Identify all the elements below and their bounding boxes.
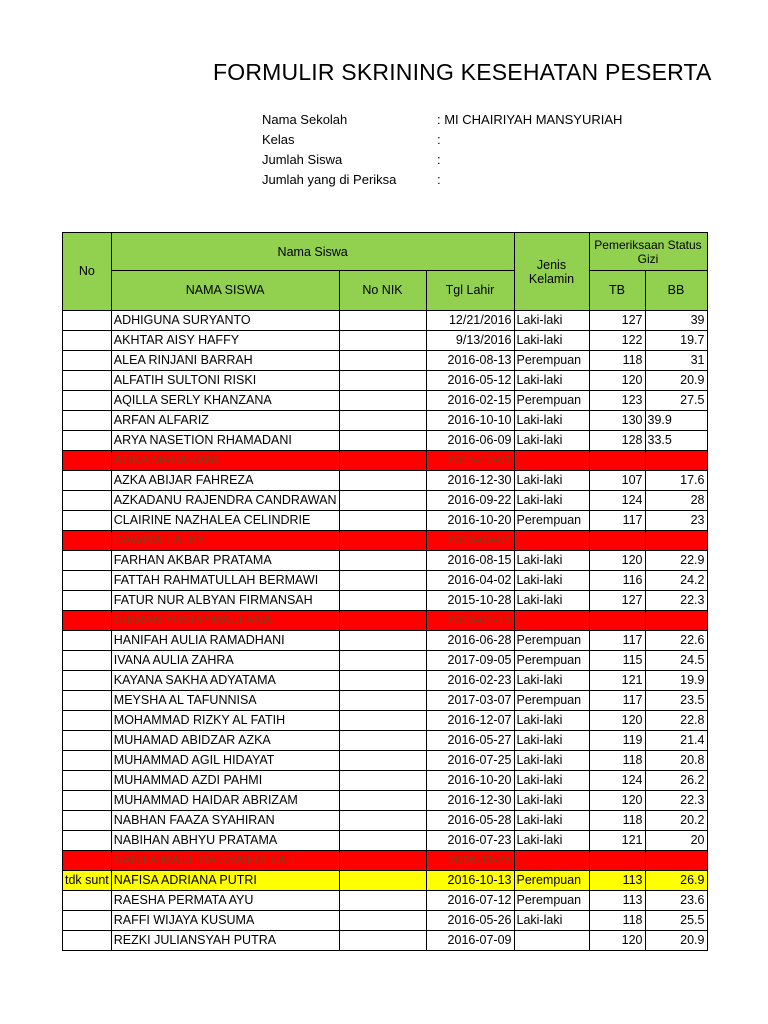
cell-sex: Laki-laki: [514, 791, 589, 811]
info-value: :: [437, 172, 441, 187]
cell-bb: 19.9: [645, 671, 707, 691]
cell-sex: Laki-laki: [514, 731, 589, 751]
cell-nik: [339, 331, 426, 351]
cell-tb: 118: [589, 911, 645, 931]
table-row: [63, 751, 708, 771]
cell-sex: [514, 611, 589, 631]
cell-tb: 121: [589, 831, 645, 851]
header-no: No: [63, 233, 112, 311]
cell-no: [63, 751, 112, 771]
cell-dob: 2016-04-15: [426, 611, 514, 631]
cell-bb: 22.6: [645, 631, 707, 651]
cell-name: GIBRAN YUSUP MAULANA: [111, 611, 339, 631]
form-title: FORMULIR SKRINING KESEHATAN PESERTA: [213, 59, 712, 85]
cell-bb: 26.9: [645, 871, 707, 891]
cell-sex: Perempuan: [514, 511, 589, 531]
cell-tb: 107: [589, 471, 645, 491]
cell-nik: [339, 491, 426, 511]
cell-nik: [339, 531, 426, 551]
cell-nik: [339, 871, 426, 891]
cell-bb: 20: [645, 831, 707, 851]
cell-sex: Perempuan: [514, 631, 589, 651]
cell-no: [63, 791, 112, 811]
table-row: [63, 831, 708, 851]
cell-nik: [339, 751, 426, 771]
cell-nik: [339, 811, 426, 831]
cell-tb: 118: [589, 351, 645, 371]
cell-tb: 128: [589, 431, 645, 451]
table-row: [63, 891, 708, 911]
cell-name: RAFFI WIJAYA KUSUMA: [111, 911, 339, 931]
cell-no: [63, 831, 112, 851]
table-row: [63, 331, 708, 351]
cell-dob: 2016-07-23: [426, 831, 514, 851]
cell-tb: [589, 851, 645, 871]
cell-no: [63, 471, 112, 491]
cell-no: [63, 811, 112, 831]
cell-nik: [339, 471, 426, 491]
cell-dob: 12/21/2016: [426, 311, 514, 331]
cell-bb: 24.2: [645, 571, 707, 591]
table-row: [63, 691, 708, 711]
cell-name: AQILLA SERLY KHANZANA: [111, 391, 339, 411]
table-row: [63, 431, 708, 451]
cell-name: FATTAH RAHMATULLAH BERMAWI: [111, 571, 339, 591]
cell-tb: 127: [589, 591, 645, 611]
cell-no: [63, 431, 112, 451]
cell-no: [63, 491, 112, 511]
cell-name: ARFAN ALFARIZ: [111, 411, 339, 431]
table-row: [63, 871, 708, 891]
cell-name: NABHAN FAAZA SYAHIRAN: [111, 811, 339, 831]
cell-nik: [339, 551, 426, 571]
cell-sex: Laki-laki: [514, 551, 589, 571]
cell-no: [63, 851, 112, 871]
cell-no: [63, 551, 112, 571]
cell-nik: [339, 571, 426, 591]
cell-sex: Laki-laki: [514, 311, 589, 331]
table-row: [63, 371, 708, 391]
cell-bb: 39: [645, 311, 707, 331]
cell-nik: [339, 691, 426, 711]
cell-nik: [339, 351, 426, 371]
table-row: [63, 931, 708, 951]
cell-dob: 2016-10-20: [426, 771, 514, 791]
student-table: [62, 232, 708, 951]
cell-nik: [339, 651, 426, 671]
table-row: [63, 731, 708, 751]
cell-name: CLAIRINE NAZHALEA CELINDRIE: [111, 511, 339, 531]
cell-sex: Laki-laki: [514, 331, 589, 351]
cell-nik: [339, 391, 426, 411]
table-row: [63, 911, 708, 931]
cell-tb: 117: [589, 511, 645, 531]
cell-no: [63, 571, 112, 591]
cell-name: ALFATIH SULTONI RISKI: [111, 371, 339, 391]
cell-name: FATUR NUR ALBYAN FIRMANSAH: [111, 591, 339, 611]
cell-name: MUHAMMAD HAIDAR ABRIZAM: [111, 791, 339, 811]
header-nama-siswa-group: Nama Siswa: [111, 233, 514, 271]
cell-name: AKHTAR AISY HAFFY: [111, 331, 339, 351]
cell-dob: 2016-10-20: [426, 511, 514, 531]
cell-name: RAESHA PERMATA AYU: [111, 891, 339, 911]
cell-tb: [589, 451, 645, 471]
table-row: [63, 411, 708, 431]
info-label: Kelas: [262, 132, 295, 147]
cell-bb: 27.5: [645, 391, 707, 411]
cell-no: [63, 511, 112, 531]
cell-sex: Perempuan: [514, 391, 589, 411]
cell-bb: 23.6: [645, 891, 707, 911]
cell-tb: 119: [589, 731, 645, 751]
cell-no: [63, 591, 112, 611]
cell-nik: [339, 411, 426, 431]
cell-no: [63, 411, 112, 431]
cell-bb: 22.8: [645, 711, 707, 731]
table-row: [63, 531, 708, 551]
cell-name: KAYANA SAKHA ADYATAMA: [111, 671, 339, 691]
cell-dob: 2016-08-13: [426, 351, 514, 371]
cell-bb: [645, 851, 707, 871]
cell-sex: Laki-laki: [514, 411, 589, 431]
cell-dob: 2016-05-28: [426, 811, 514, 831]
cell-dob: 2016-07-25: [426, 751, 514, 771]
cell-no: [63, 771, 112, 791]
cell-dob: 2016-08-15: [426, 551, 514, 571]
cell-no: [63, 691, 112, 711]
cell-bb: [645, 611, 707, 631]
cell-sex: Laki-laki: [514, 591, 589, 611]
cell-dob: 2016-02-23: [426, 671, 514, 691]
cell-sex: Laki-laki: [514, 831, 589, 851]
cell-name: ATIKA MAHARANI: [111, 451, 339, 471]
cell-dob: 2017-09-05: [426, 651, 514, 671]
cell-tb: 127: [589, 311, 645, 331]
cell-nik: [339, 311, 426, 331]
cell-name: FARHAN AKBAR PRATAMA: [111, 551, 339, 571]
cell-dob: 2016-06-09: [426, 431, 514, 451]
cell-nik: [339, 371, 426, 391]
header-pemeriksaan: Pemeriksaan Status Gizi: [589, 233, 707, 271]
cell-bb: 26.2: [645, 771, 707, 791]
cell-no: [63, 311, 112, 331]
info-label: Jumlah Siswa: [262, 152, 343, 167]
cell-name: DAWIYAH ALBY: [111, 531, 339, 551]
cell-tb: 124: [589, 771, 645, 791]
cell-dob: 2017-03-07: [426, 691, 514, 711]
info-label: Jumlah yang di Periksa: [262, 172, 397, 187]
cell-name: AZKADANU RAJENDRA CANDRAWAN: [111, 491, 339, 511]
cell-bb: 22.3: [645, 791, 707, 811]
cell-tb: 122: [589, 331, 645, 351]
cell-sex: Perempuan: [514, 891, 589, 911]
table-row: [63, 571, 708, 591]
cell-name: NABILA MAULIDA SYAIFULLAH: [111, 851, 339, 871]
cell-nik: [339, 731, 426, 751]
cell-tb: 113: [589, 891, 645, 911]
cell-name: NABIHAN ABHYU PRATAMA: [111, 831, 339, 851]
cell-dob: 2016-02-15: [426, 391, 514, 411]
header-tb: TB: [589, 271, 645, 311]
cell-nik: [339, 831, 426, 851]
cell-bb: 28: [645, 491, 707, 511]
cell-tb: 116: [589, 571, 645, 591]
cell-tb: [589, 531, 645, 551]
cell-name: MUHAMMAD AZDI PAHMI: [111, 771, 339, 791]
info-value: :: [437, 132, 441, 147]
cell-tb: 117: [589, 631, 645, 651]
cell-name: MEYSHA AL TAFUNNISA: [111, 691, 339, 711]
cell-sex: Laki-laki: [514, 431, 589, 451]
cell-sex: Perempuan: [514, 691, 589, 711]
cell-tb: 120: [589, 711, 645, 731]
cell-no: [63, 731, 112, 751]
cell-no: [63, 351, 112, 371]
cell-tb: 120: [589, 551, 645, 571]
cell-name: AZKA ABIJAR FAHREZA: [111, 471, 339, 491]
cell-nik: [339, 931, 426, 951]
cell-name: NAFISA ADRIANA PUTRI: [111, 871, 339, 891]
cell-nik: [339, 911, 426, 931]
cell-dob: 2016-11-25: [426, 851, 514, 871]
cell-sex: Laki-laki: [514, 671, 589, 691]
cell-name: ALEA RINJANI BARRAH: [111, 351, 339, 371]
cell-nik: [339, 451, 426, 471]
info-label: Nama Sekolah: [262, 112, 348, 127]
table-row: [63, 551, 708, 571]
cell-dob: 2015-10-28: [426, 591, 514, 611]
cell-no: [63, 631, 112, 651]
cell-bb: 25.5: [645, 911, 707, 931]
cell-no: [63, 451, 112, 471]
cell-nik: [339, 611, 426, 631]
cell-bb: 39.9: [645, 411, 707, 431]
cell-bb: 19.7: [645, 331, 707, 351]
cell-sex: Laki-laki: [514, 751, 589, 771]
cell-dob: 2016-05-26: [426, 911, 514, 931]
cell-nik: [339, 511, 426, 531]
cell-nik: [339, 631, 426, 651]
table-row: [63, 651, 708, 671]
cell-sex: [514, 851, 589, 871]
cell-name: REZKI JULIANSYAH PUTRA: [111, 931, 339, 951]
cell-dob: 2015-12-01: [426, 451, 514, 471]
cell-bb: 22.9: [645, 551, 707, 571]
cell-tb: 120: [589, 791, 645, 811]
cell-tb: 118: [589, 751, 645, 771]
cell-nik: [339, 791, 426, 811]
cell-sex: Laki-laki: [514, 371, 589, 391]
cell-dob: 9/13/2016: [426, 331, 514, 351]
cell-sex: Laki-laki: [514, 771, 589, 791]
header-jenis-kelamin: Jenis Kelamin: [514, 233, 589, 311]
cell-no: [63, 531, 112, 551]
table-row: [63, 791, 708, 811]
cell-dob: 2016-06-28: [426, 631, 514, 651]
cell-bb: 17.6: [645, 471, 707, 491]
cell-no: [63, 671, 112, 691]
cell-no: [63, 891, 112, 911]
table-row: [63, 511, 708, 531]
cell-bb: [645, 451, 707, 471]
cell-name: ARYA NASETION RHAMADANI: [111, 431, 339, 451]
cell-no: [63, 711, 112, 731]
cell-no: [63, 611, 112, 631]
cell-bb: 20.9: [645, 931, 707, 951]
cell-bb: 20.2: [645, 811, 707, 831]
cell-name: IVANA AULIA ZAHRA: [111, 651, 339, 671]
cell-no: [63, 911, 112, 931]
cell-sex: Laki-laki: [514, 471, 589, 491]
cell-bb: 20.8: [645, 751, 707, 771]
cell-bb: [645, 531, 707, 551]
cell-nik: [339, 771, 426, 791]
header-nik: No NIK: [339, 271, 426, 311]
cell-tb: 115: [589, 651, 645, 671]
cell-dob: 2016-05-12: [426, 371, 514, 391]
cell-tb: 124: [589, 491, 645, 511]
cell-dob: 2016-09-22: [426, 491, 514, 511]
cell-sex: [514, 931, 589, 951]
cell-bb: 21.4: [645, 731, 707, 751]
cell-sex: Perempuan: [514, 651, 589, 671]
table-row: [63, 351, 708, 371]
cell-nik: [339, 711, 426, 731]
cell-bb: 22.3: [645, 591, 707, 611]
cell-tb: [589, 611, 645, 631]
cell-dob: 2016-12-30: [426, 471, 514, 491]
cell-no: [63, 371, 112, 391]
header-tgl-lahir: Tgl Lahir: [426, 271, 514, 311]
table-row: [63, 391, 708, 411]
cell-bb: 20.9: [645, 371, 707, 391]
table-row: [63, 311, 708, 331]
cell-dob: 2016-05-27: [426, 731, 514, 751]
table-row: [63, 631, 708, 651]
table-row: [63, 851, 708, 871]
cell-nik: [339, 851, 426, 871]
cell-no: [63, 651, 112, 671]
info-value: :: [437, 152, 441, 167]
table-row: [63, 491, 708, 511]
header-nama: NAMA SISWA: [111, 271, 339, 311]
cell-sex: [514, 531, 589, 551]
table-row: [63, 591, 708, 611]
table-row: [63, 471, 708, 491]
cell-dob: 2016-12-30: [426, 791, 514, 811]
cell-bb: 24.5: [645, 651, 707, 671]
cell-dob: 2016-12-07: [426, 711, 514, 731]
cell-dob: 2016-09-04: [426, 531, 514, 551]
cell-dob: 2016-04-02: [426, 571, 514, 591]
cell-sex: Laki-laki: [514, 491, 589, 511]
cell-name: ADHIGUNA SURYANTO: [111, 311, 339, 331]
cell-sex: [514, 451, 589, 471]
cell-name: HANIFAH AULIA RAMADHANI: [111, 631, 339, 651]
cell-name: MOHAMMAD RIZKY AL FATIH: [111, 711, 339, 731]
cell-sex: Perempuan: [514, 351, 589, 371]
cell-tb: 120: [589, 371, 645, 391]
cell-sex: Laki-laki: [514, 811, 589, 831]
cell-nik: [339, 431, 426, 451]
cell-dob: 2016-10-10: [426, 411, 514, 431]
cell-bb: 23.5: [645, 691, 707, 711]
cell-no: [63, 391, 112, 411]
cell-tb: 121: [589, 671, 645, 691]
cell-dob: 2016-07-09: [426, 931, 514, 951]
cell-nik: [339, 591, 426, 611]
cell-bb: 31: [645, 351, 707, 371]
cell-tb: 113: [589, 871, 645, 891]
table-row: [63, 771, 708, 791]
cell-no: tdk sunt: [63, 871, 112, 891]
cell-no: [63, 931, 112, 951]
cell-nik: [339, 891, 426, 911]
cell-sex: Laki-laki: [514, 571, 589, 591]
cell-tb: 118: [589, 811, 645, 831]
header-bb: BB: [645, 271, 707, 311]
cell-name: MUHAMMAD AGIL HIDAYAT: [111, 751, 339, 771]
table-row: [63, 611, 708, 631]
cell-sex: Laki-laki: [514, 911, 589, 931]
table-row: [63, 811, 708, 831]
cell-sex: Perempuan: [514, 871, 589, 891]
cell-dob: 2016-07-12: [426, 891, 514, 911]
table-row: [63, 671, 708, 691]
table-row: [63, 451, 708, 471]
info-value: : MI CHAIRIYAH MANSYURIAH: [437, 112, 623, 127]
cell-nik: [339, 671, 426, 691]
cell-bb: 23: [645, 511, 707, 531]
cell-sex: Laki-laki: [514, 711, 589, 731]
table-row: [63, 711, 708, 731]
cell-name: MUHAMAD ABIDZAR AZKA: [111, 731, 339, 751]
cell-bb: 33.5: [645, 431, 707, 451]
cell-tb: 117: [589, 691, 645, 711]
cell-tb: 123: [589, 391, 645, 411]
cell-tb: 130: [589, 411, 645, 431]
cell-dob: 2016-10-13: [426, 871, 514, 891]
cell-tb: 120: [589, 931, 645, 951]
cell-no: [63, 331, 112, 351]
